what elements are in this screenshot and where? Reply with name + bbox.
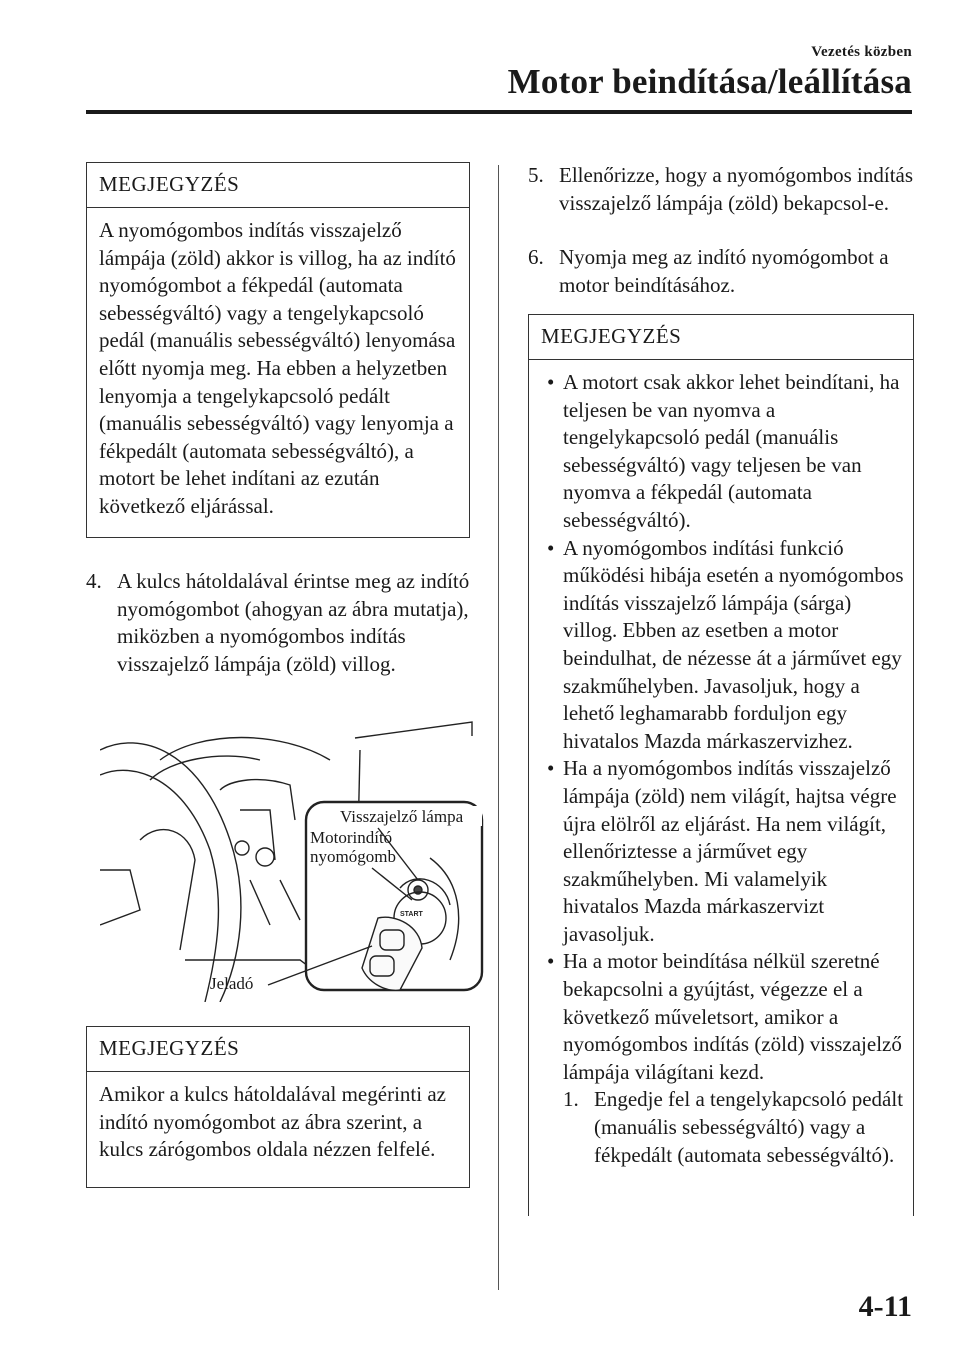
note-bullet: • A motort csak akkor lehet beindítani, ha teljesen be van nyomva a tengelykapcsoló pedál (manuális sebességváltó) vagy teljesen be van nyomva a fékpedál (automata sebességváltó). bbox=[547, 370, 900, 532]
step-number: 6. bbox=[528, 245, 544, 269]
step-text: A kulcs hátoldalával érintse meg az indító nyomógombot (ahogyan az ábra mutatja), miközben a nyomógombos indítás visszajelző lámpája (zöld) villog. bbox=[117, 569, 470, 676]
label-start-button-2: nyomógomb bbox=[310, 847, 396, 866]
section-label: Vezetés közben bbox=[811, 44, 912, 60]
note-substep: 1. Engedje fel a tengelykapcsoló pedált (manuális sebességváltó) vagy a fékpedált (automata sebességváltó). bbox=[563, 1087, 904, 1167]
step-4 bbox=[86, 568, 478, 678]
note-box-3 bbox=[528, 314, 914, 1216]
dashboard-illustration bbox=[100, 720, 484, 1002]
note-bullet: • Ha a motor beindítása nélkül szeretné bekapcsolni a gyújtást, végezze el a következő műveletsort, amikor a nyomógombos indítás (zöld) visszajelző lámpája világítani kezd. bbox=[547, 949, 902, 1084]
step-text: Nyomja meg az indító nyomógombot a motor beindításához. bbox=[559, 245, 889, 297]
note-heading: MEGJEGYZÉS bbox=[87, 1027, 469, 1072]
header-rule bbox=[86, 110, 912, 114]
note-body: Amikor a kulcs hátoldalával megérinti az indító nyomógombot az ábra szerint, a kulcs zárógombos oldala nézzen felfelé. bbox=[99, 1082, 446, 1162]
start-button-label: START bbox=[400, 911, 423, 918]
column-divider bbox=[498, 165, 499, 1290]
note-box-1 bbox=[86, 162, 470, 538]
note-bullet: • A nyomógombos indítási funkció működési hibája esetén a nyomógombos indítás visszajelző lámpája (sárga) villog. Ebben az esetben a motor beindulhat, de nézesse át a járművet egy szakműhelyben. Javasoljuk, hogy a lehető leghamarabb forduljon egy hivatalos Mazda márkaszervizhez. bbox=[547, 535, 904, 753]
step-text: Ellenőrizze, hogy a nyomógombos indítás visszajelző lámpája (zöld) bekapcsol-e. bbox=[559, 163, 914, 215]
note-box-2 bbox=[86, 1026, 470, 1188]
step-number: 4. bbox=[86, 569, 102, 593]
label-indicator-lamp: Visszajelző lámpa bbox=[340, 807, 464, 826]
label-start-button-1: Motorindító bbox=[310, 828, 393, 847]
note-heading: MEGJEGYZÉS bbox=[529, 315, 913, 360]
step-5 bbox=[528, 162, 918, 217]
step-number: 5. bbox=[528, 163, 544, 187]
note-heading: MEGJEGYZÉS bbox=[87, 163, 469, 208]
label-transmitter: Jeladó bbox=[210, 974, 254, 993]
note-bullet: • Ha a nyomógombos indítás visszajelző lámpája (zöld) nem világít, hajtsa végre újra elölről az eljárást. Ha nem világít, ellenőriztesse a járművet egy szakműhelyben. Mi valamelyik hivatalos Mazda márkaszervizt javasoljuk. bbox=[547, 756, 897, 946]
step-6 bbox=[528, 244, 918, 299]
page-title: Motor beindítása/leállítása bbox=[507, 62, 912, 101]
page-number: 4-11 bbox=[858, 1290, 912, 1323]
note-body: A nyomógombos indítás visszajelző lámpája (zöld) akkor is villog, ha az indító nyomógombot a fékpedál (automata sebességváltó) vagy a tengelykapcsoló pedál (manuális sebességváltó) lenyomása előtt nyomja meg. Ha ebben a helyzetben lenyomja a tengelykapcsoló pedált (manuális sebességváltó) vagy lenyomja a fékpedált (automata sebességváltó), a motort be lehet indítani az ezután következő eljárással. bbox=[99, 218, 456, 518]
